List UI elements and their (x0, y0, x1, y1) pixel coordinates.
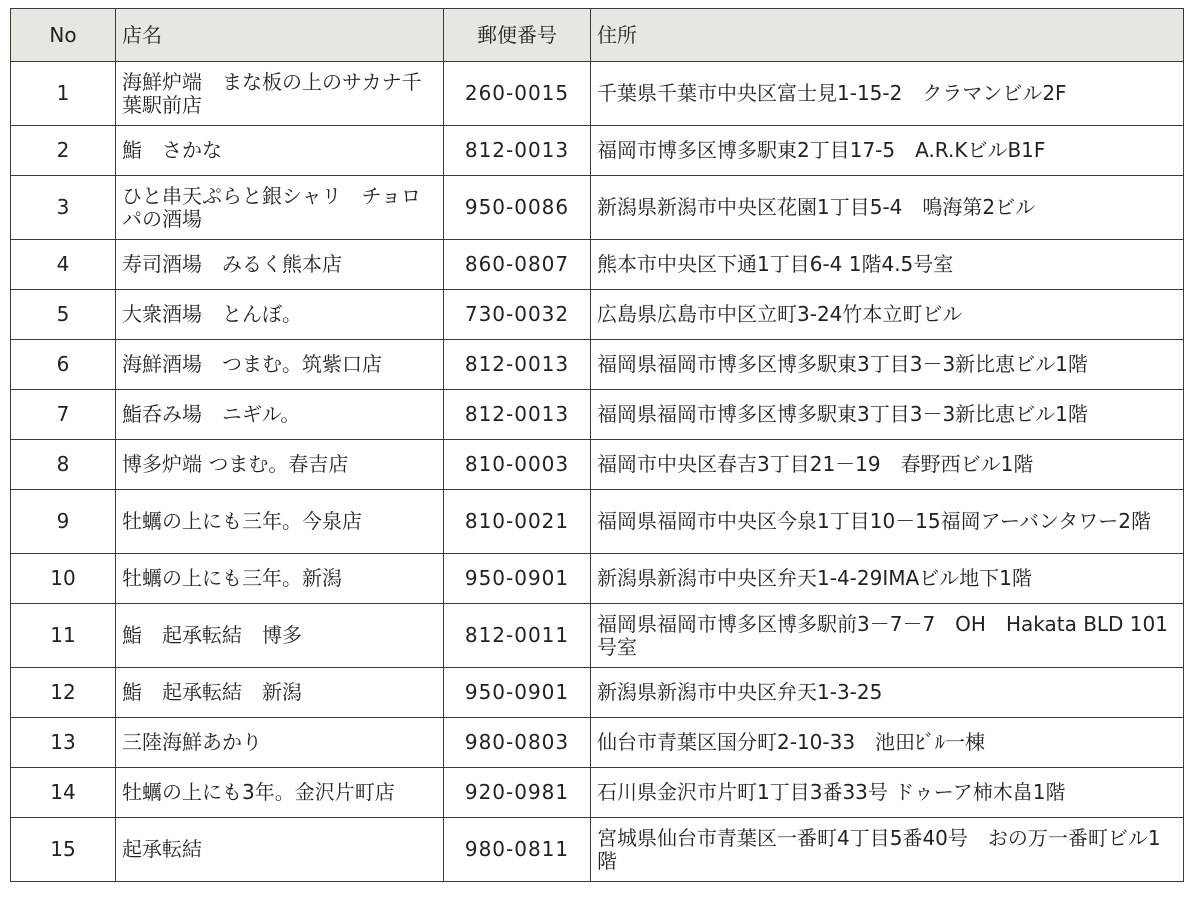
row-store-name: 三陸海鮮あかり (116, 718, 444, 768)
row-address: 新潟県新潟市中央区弁天1-4-29IMAビル地下1階 (591, 554, 1184, 604)
row-postal-code: 980-0803 (444, 718, 591, 768)
row-store-name: 博多炉端 つまむ。春吉店 (116, 440, 444, 490)
row-postal-code: 812-0013 (444, 340, 591, 390)
row-postal-code: 810-0003 (444, 440, 591, 490)
table-row (11, 390, 1184, 440)
row-postal-code: 810-0021 (444, 490, 591, 554)
row-address: 福岡県福岡市中央区今泉1丁目10－15福岡アーバンタワー2階 (591, 490, 1184, 554)
row-store-name: 牡蠣の上にも三年。今泉店 (116, 490, 444, 554)
row-store-name: 鮨 起承転結 新潟 (116, 668, 444, 718)
table-row (11, 340, 1184, 390)
header-no: No (11, 9, 116, 62)
row-address: 福岡市中央区春吉3丁目21－19 春野西ビル1階 (591, 440, 1184, 490)
row-address: 仙台市青葉区国分町2-10-33 池田ﾋﾞﾙ一棟 (591, 718, 1184, 768)
row-store-name: 鮨呑み場 ニギル。 (116, 390, 444, 440)
table-header-row (11, 9, 1184, 62)
row-store-name: 鮨 さかな (116, 126, 444, 176)
table-row (11, 440, 1184, 490)
row-address: 石川県金沢市片町1丁目3番33号 ドゥーア柿木畠1階 (591, 768, 1184, 818)
row-store-name: 鮨 起承転結 博多 (116, 604, 444, 668)
row-no: 14 (11, 768, 116, 818)
row-no: 9 (11, 490, 116, 554)
row-address: 熊本市中央区下通1丁目6-4 1階4.5号室 (591, 240, 1184, 290)
row-no: 10 (11, 554, 116, 604)
row-postal-code: 730-0032 (444, 290, 591, 340)
table-row (11, 290, 1184, 340)
row-postal-code: 950-0086 (444, 176, 591, 240)
header-postal-code: 郵便番号 (444, 9, 591, 62)
table-row (11, 768, 1184, 818)
table-row (11, 490, 1184, 554)
table-row (11, 240, 1184, 290)
table-row (11, 554, 1184, 604)
table-row (11, 176, 1184, 240)
row-address: 福岡県福岡市博多区博多駅前3－7－7 OH Hakata BLD 101号室 (591, 604, 1184, 668)
header-address: 住所 (591, 9, 1184, 62)
table-row (11, 668, 1184, 718)
row-address: 新潟県新潟市中央区弁天1-3-25 (591, 668, 1184, 718)
row-postal-code: 950-0901 (444, 668, 591, 718)
row-store-name: 海鮮炉端 まな板の上のサカナ千葉駅前店 (116, 62, 444, 126)
row-no: 5 (11, 290, 116, 340)
row-store-name: 牡蠣の上にも三年。新潟 (116, 554, 444, 604)
row-store-name: 寿司酒場 みるく熊本店 (116, 240, 444, 290)
table-row (11, 62, 1184, 126)
row-postal-code: 812-0013 (444, 126, 591, 176)
row-no: 6 (11, 340, 116, 390)
row-postal-code: 812-0013 (444, 390, 591, 440)
row-address: 福岡県福岡市博多区博多駅東3丁目3－3新比恵ビル1階 (591, 340, 1184, 390)
table-row (11, 126, 1184, 176)
row-address: 広島県広島市中区立町3-24竹本立町ビル (591, 290, 1184, 340)
row-store-name: 起承転結 (116, 818, 444, 882)
row-postal-code: 920-0981 (444, 768, 591, 818)
store-list-table (10, 8, 1184, 882)
row-no: 2 (11, 126, 116, 176)
row-no: 13 (11, 718, 116, 768)
table-row (11, 818, 1184, 882)
row-postal-code: 260-0015 (444, 62, 591, 126)
row-address: 新潟県新潟市中央区花園1丁目5-4 鳴海第2ビル (591, 176, 1184, 240)
row-no: 11 (11, 604, 116, 668)
table-row (11, 718, 1184, 768)
row-no: 15 (11, 818, 116, 882)
row-postal-code: 980-0811 (444, 818, 591, 882)
row-postal-code: 812-0011 (444, 604, 591, 668)
row-store-name: 牡蠣の上にも3年。金沢片町店 (116, 768, 444, 818)
row-address: 福岡県福岡市博多区博多駅東3丁目3－3新比恵ビル1階 (591, 390, 1184, 440)
header-store-name: 店名 (116, 9, 444, 62)
row-no: 12 (11, 668, 116, 718)
row-address: 福岡市博多区博多駅東2丁目17-5 A.R.KビルB1F (591, 126, 1184, 176)
row-postal-code: 950-0901 (444, 554, 591, 604)
row-address: 宮城県仙台市青葉区一番町4丁目5番40号 おの万一番町ビル1階 (591, 818, 1184, 882)
row-store-name: ひと串天ぷらと銀シャリ チョロパの酒場 (116, 176, 444, 240)
row-no: 3 (11, 176, 116, 240)
table-row (11, 604, 1184, 668)
row-store-name: 海鮮酒場 つまむ。筑紫口店 (116, 340, 444, 390)
row-no: 8 (11, 440, 116, 490)
row-no: 7 (11, 390, 116, 440)
row-postal-code: 860-0807 (444, 240, 591, 290)
row-no: 1 (11, 62, 116, 126)
row-address: 千葉県千葉市中央区富士見1-15-2 クラマンビル2F (591, 62, 1184, 126)
row-no: 4 (11, 240, 116, 290)
row-store-name: 大衆酒場 とんぼ。 (116, 290, 444, 340)
